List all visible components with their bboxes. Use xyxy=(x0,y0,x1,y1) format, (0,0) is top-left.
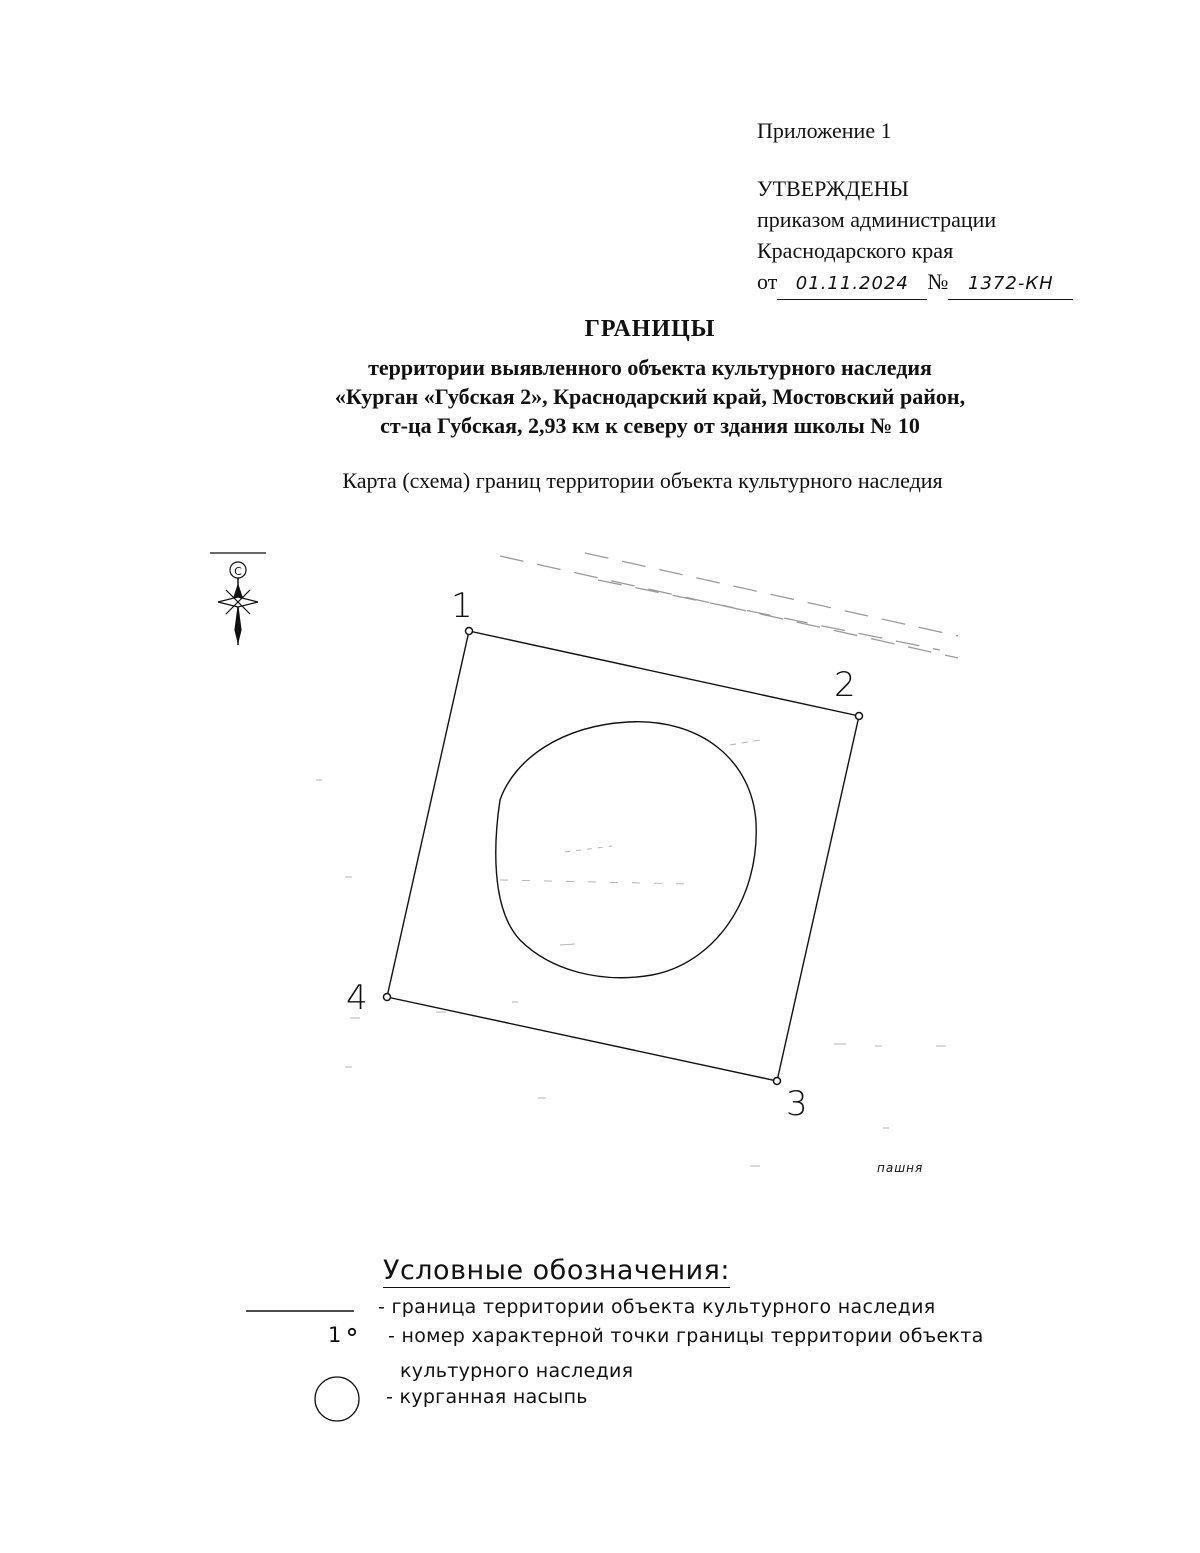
order-date: 01.11.2024 xyxy=(777,268,927,300)
kurgan-mound-outline xyxy=(496,722,756,978)
approved-label: УТВЕРЖДЕНЫ xyxy=(757,176,909,201)
legend-point-text-1: - номер характерной точки границы территории объекта xyxy=(388,1325,984,1347)
legend-point-marker: 1 xyxy=(328,1323,342,1347)
faint-field-marks xyxy=(316,740,946,1166)
point-label-2: 2 xyxy=(834,665,856,705)
subtitle-line-1: территории выявленного объекта культурного наследия xyxy=(368,355,932,380)
territory-boundary xyxy=(387,631,859,1081)
appendix-label: Приложение 1 xyxy=(757,118,892,143)
legend-point-icon xyxy=(349,1329,355,1335)
legend-point-text-2: культурного наследия xyxy=(400,1360,634,1382)
legend-boundary-text: - граница территории объекта культурного наследия xyxy=(378,1296,936,1318)
boundary-point-4 xyxy=(346,978,391,1018)
point-label-1: 1 xyxy=(451,586,473,626)
map-caption: Карта (схема) границ территории объекта культурного наследия xyxy=(342,468,943,493)
point-label-4: 4 xyxy=(346,978,368,1018)
legend-title: Условные обозначения: xyxy=(383,1255,730,1286)
order-line-1: приказом администрации xyxy=(757,207,997,232)
boundary-point-3 xyxy=(774,1078,808,1125)
field-label: пашня xyxy=(877,1161,924,1175)
date-prefix: от xyxy=(757,269,778,294)
compass-rose-icon xyxy=(210,553,266,645)
legend-mound-circle-icon xyxy=(315,1377,359,1421)
subtitle-line-2: «Курган «Губская 2», Краснодарский край, Мостовский район, xyxy=(334,384,966,409)
road-dashes xyxy=(500,553,958,658)
legend-mound-text: - курганная насыпь xyxy=(386,1386,588,1408)
document-title: ГРАНИЦЫ xyxy=(584,316,716,342)
subtitle-line-3: ст-ца Губская, 2,93 км к северу от здания школы № 10 xyxy=(380,413,920,438)
number-prefix: № xyxy=(927,269,949,294)
point-label-3: 3 xyxy=(786,1084,808,1124)
order-line-2: Краснодарского края xyxy=(757,238,954,263)
compass-north-letter: С xyxy=(234,565,242,578)
order-number: 1372-КН xyxy=(948,268,1073,300)
boundary-point-1 xyxy=(451,586,473,635)
